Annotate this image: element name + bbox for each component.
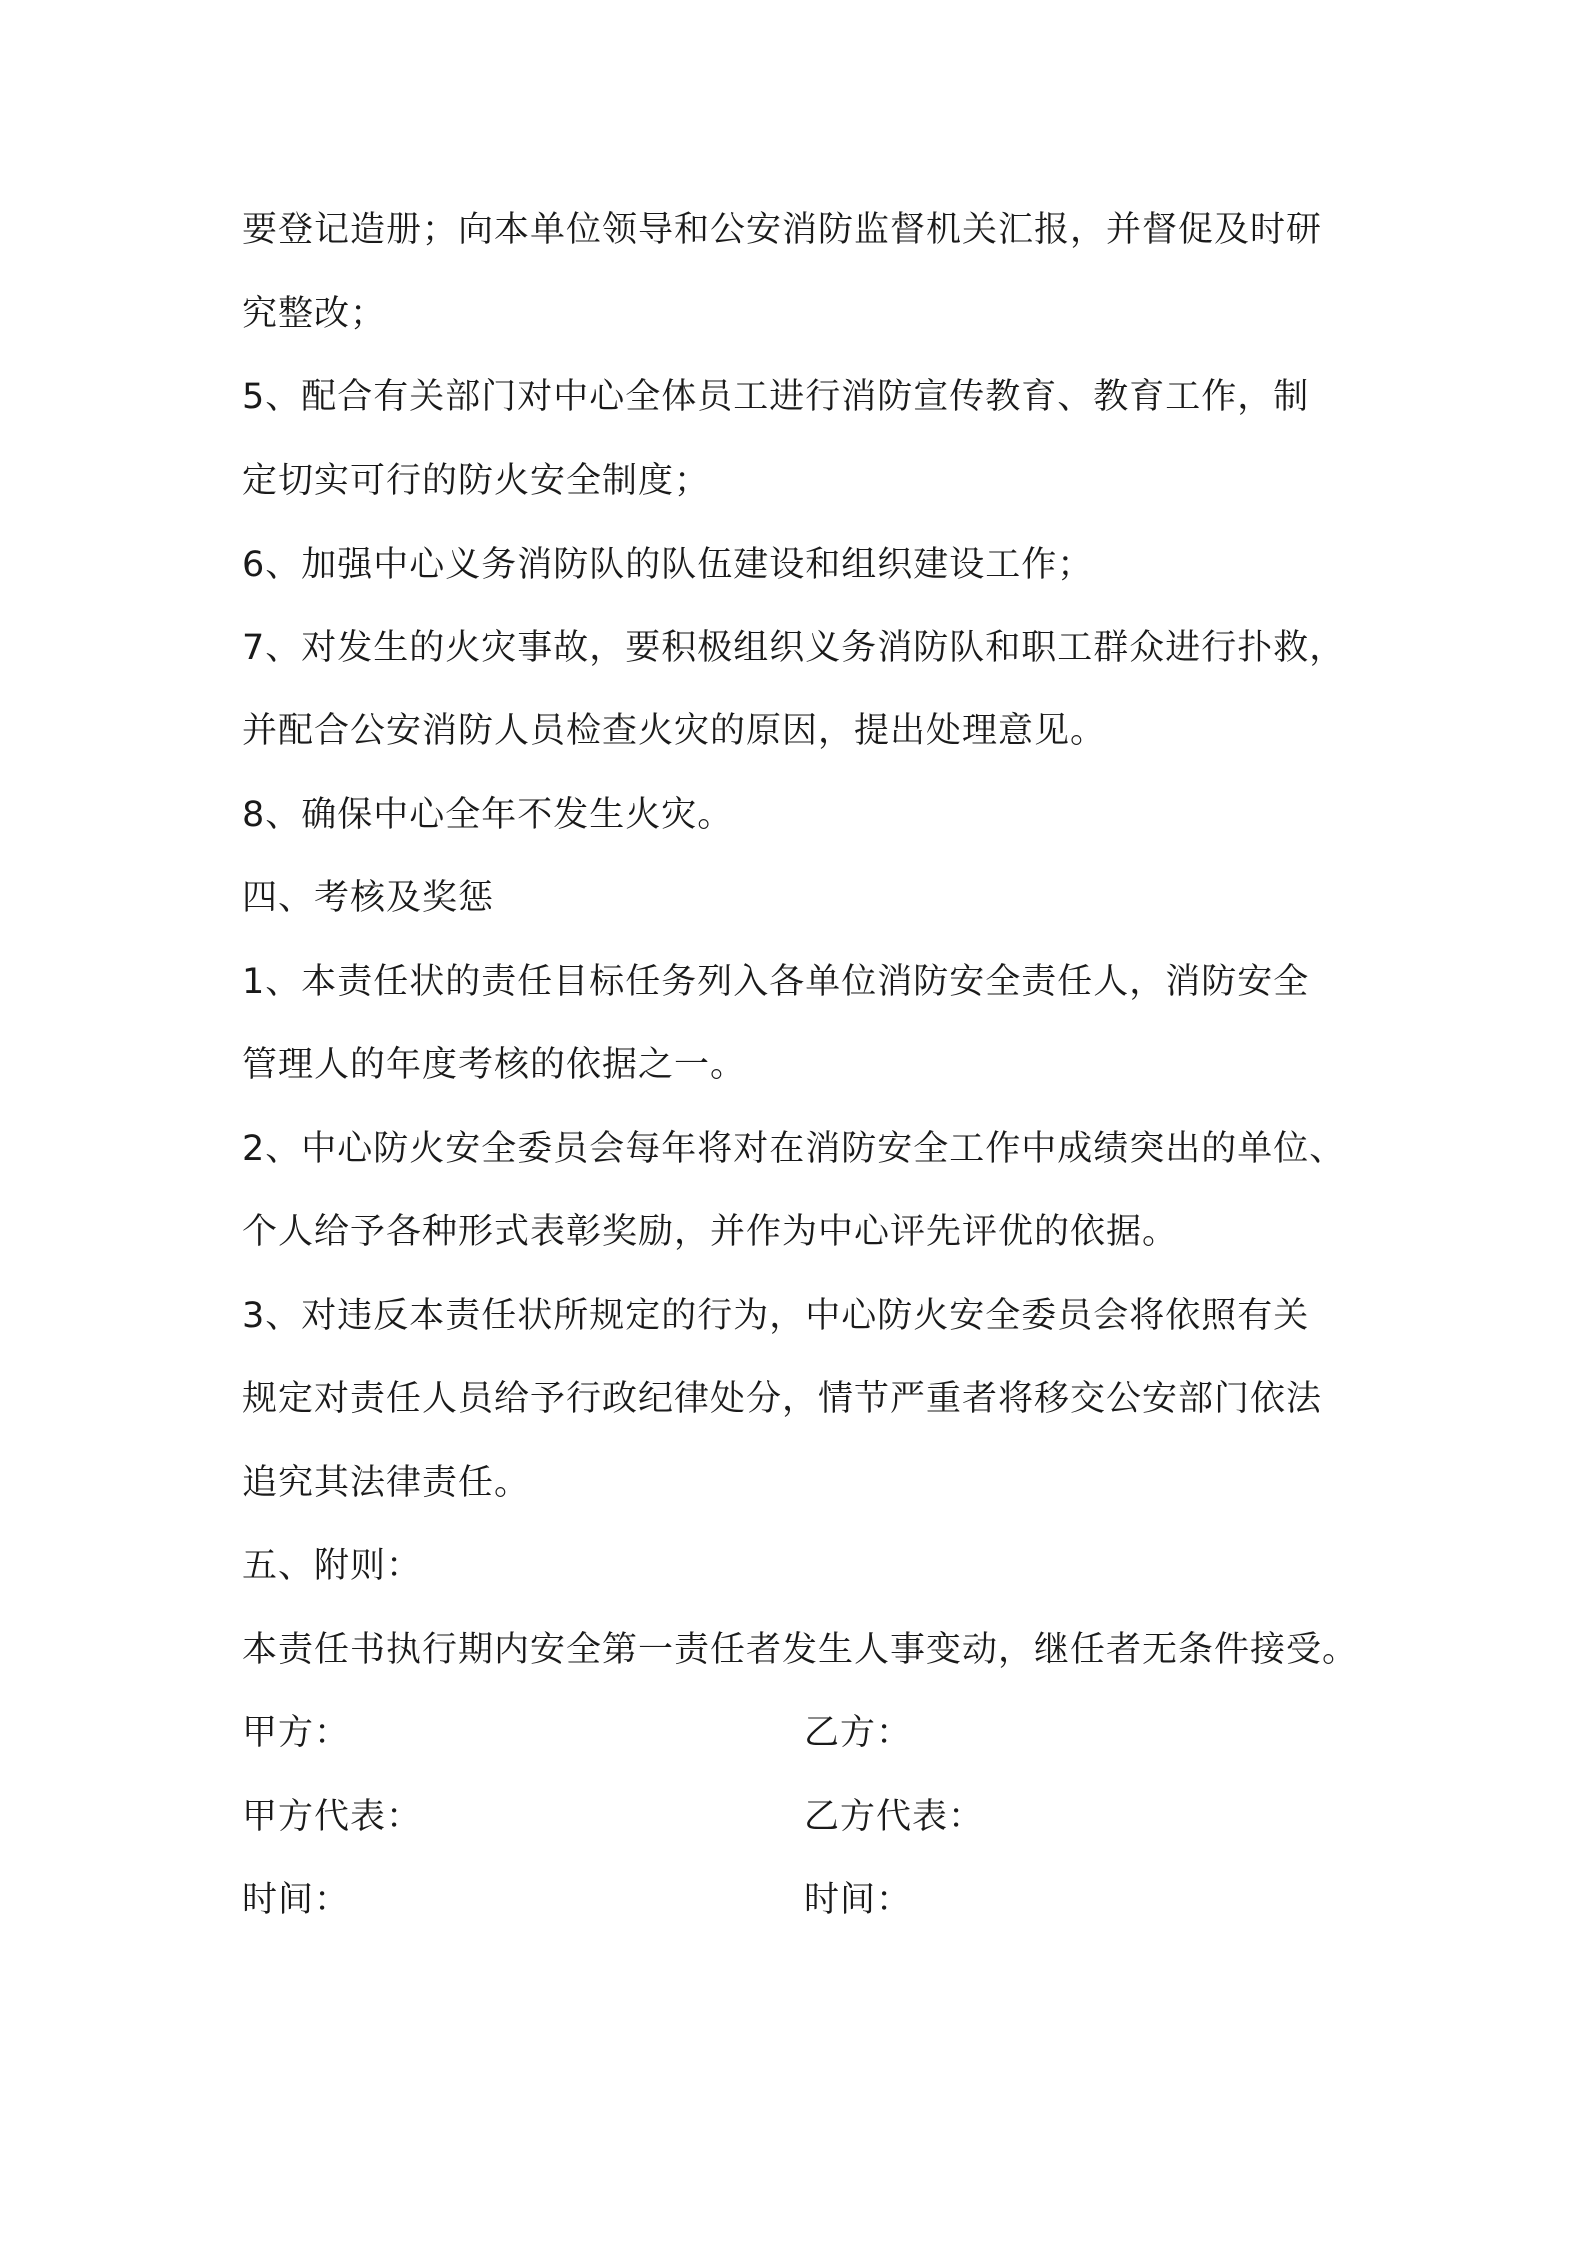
text-line-8: 8、确保中心全年不发生火灾。 bbox=[242, 795, 734, 835]
text-line-14: 3、对违反本责任状所规定的行为，中心防火安全委员会将依照有关 bbox=[242, 1296, 1310, 1336]
section-heading-4: 四、考核及奖惩 bbox=[242, 878, 495, 918]
text-line-5: 6、加强中心义务消防队的队伍建设和组织建设工作； bbox=[242, 545, 1094, 585]
text-line-6: 7、对发生的火灾事故，要积极组织义务消防队和职工群众进行扑救， bbox=[242, 628, 1346, 668]
text-line-7: 并配合公安消防人员检查火灾的原因，提出处理意见。 bbox=[242, 711, 1107, 751]
text-line-13: 个人给予各种形式表彰奖励，并作为中心评先评优的依据。 bbox=[242, 1212, 1179, 1252]
section-heading-5: 五、附则： bbox=[242, 1546, 423, 1586]
text-line-4: 定切实可行的防火安全制度； bbox=[242, 461, 711, 501]
text-line-16: 追究其法律责任。 bbox=[242, 1463, 531, 1503]
text-line-12: 2、中心防火安全委员会每年将对在消防安全工作中成绩突出的单位、 bbox=[242, 1129, 1346, 1169]
text-line-11: 管理人的年度考核的依据之一。 bbox=[242, 1045, 747, 1085]
party-a-label: 甲方： bbox=[242, 1713, 351, 1753]
party-a-rep-label: 甲方代表： bbox=[242, 1797, 423, 1837]
text-line-1: 要登记造册；向本单位领导和公安消防监督机关汇报，并督促及时研 bbox=[242, 210, 1323, 250]
time-a-label: 时间： bbox=[242, 1880, 351, 1920]
text-line-18: 本责任书执行期内安全第一责任者发生人事变动，继任者无条件接受。 bbox=[242, 1630, 1359, 1670]
text-line-3: 5、配合有关部门对中心全体员工进行消防宣传教育、教育工作，制 bbox=[242, 377, 1310, 417]
time-b-label: 时间： bbox=[804, 1880, 913, 1920]
text-line-2: 究整改； bbox=[242, 294, 387, 334]
party-b-rep-label: 乙方代表： bbox=[804, 1797, 985, 1837]
party-b-label: 乙方： bbox=[804, 1713, 913, 1753]
text-line-10: 1、本责任状的责任目标任务列入各单位消防安全责任人，消防安全 bbox=[242, 962, 1310, 1002]
text-line-15: 规定对责任人员给予行政纪律处分，情节严重者将移交公安部门依法 bbox=[242, 1379, 1323, 1419]
